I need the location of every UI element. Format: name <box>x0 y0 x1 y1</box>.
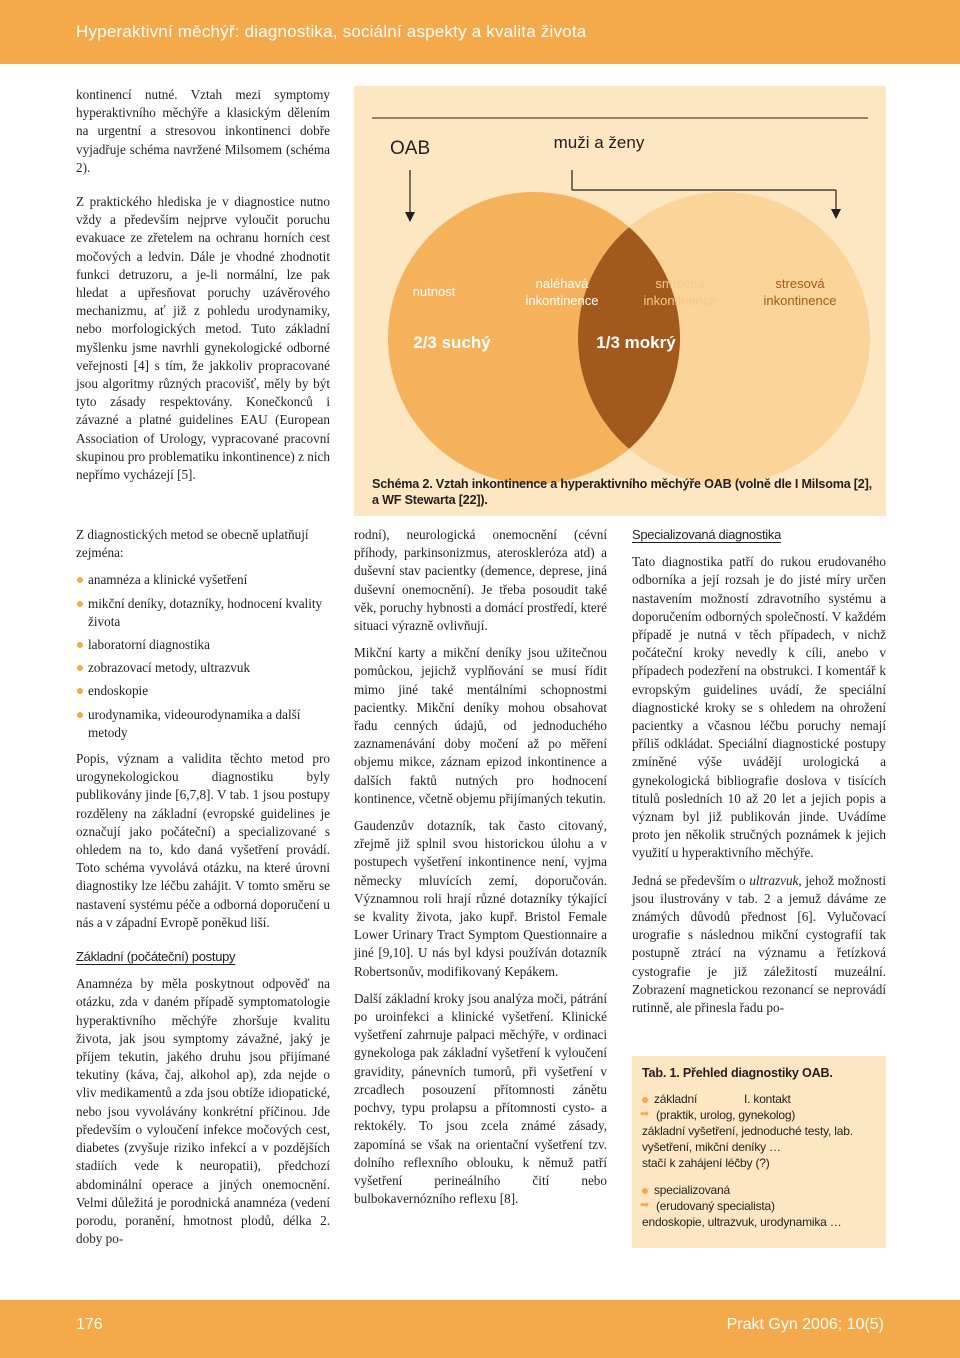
table-1 <box>632 1056 886 1248</box>
label-wet: 1/3 mokrý <box>596 333 676 352</box>
list-item: endoskopie <box>76 682 330 700</box>
basic-label: základní <box>654 1092 698 1106</box>
label-nalehava-2: inkontinence <box>525 293 599 308</box>
label-nalehava-1: naléhavá <box>535 276 589 291</box>
spec-who: (erudovaný specialista) <box>656 1199 775 1213</box>
paragraph: Anamnéza by měla poskytnout odpověď na otázku, zda v daném případě symptomatologie hyperaktivního měchýře zhoršuje kvalitu života, jak jsou symptomy závažné, jaký je příjem tekutin, jakého druhu jsou přijímané tekutiny (káva, čaj, alkohol ap), zda nejde o vliv medikamentů a zda jsou obtíže idiopatické, nebo jsou vyvolávány konkrétní příčinou. Jde především o vyloučení infekce močových cest, diabetes (zvyšuje riziko infekcí a v pozdějších stadiích vede k neuropatii), předchozí abdominální operace a jiných onemocnění. Velmi důležitá je porodnická anamnéza (vedení porodu, poranění, hmotnost plodů, délka 2. doby po- <box>76 976 330 1247</box>
journal-citation: Prakt Gyn 2006; 10(5) <box>726 1316 884 1333</box>
paragraph: Popis, význam a validita těchto metod pro urogynekologickou diagnostiku byly publikovány jinde [6,7,8]. V tab. 1 jsou postupy rozděleny na základní (evropské guidelines je označují jako počáteční) a specializované s ohledem na to, kdo daná vyšetření provádí. Toto schéma vyvolává otázku, na které úrovni diagnostiky lze léčbu zahájit. V tomto směru se nastavení systému péče a odborná doporučení u nás a v západní Evropě poněkud liší. <box>76 751 330 930</box>
paragraph: Z praktického hlediska je v diagnostice nutno vždy a především nejprve vyloučit poruchu evakuace ze zřetelem na ochranu horních cest močových a ledvin. Dále je vhodné zhodnotit funkci detruzoru, a je-li normální, lze pak hledat a upřesňovat poruchy uzávěrového mechanizmu, ať již z pohledu urodynamiky, nebo morfologických metod. Tuto základní myšlenku jsme navrhli gynekologické odborné veřejnosti [4] s tím, že jakkoliv propracované jsou algoritmy různých pracovišť, měly by být tyto zásady respektovány. Konečkonců i závazné a platné guidelines EAU (European Association of Urology, vypracované pracovní skupinou pro problematiku inkontinence) z nich nepřímo vycházejí [5]. <box>76 194 330 483</box>
basic-contact: I. kontakt <box>744 1092 791 1106</box>
schema-2-diagram <box>354 86 886 516</box>
arrow-right-icon: ➡ <box>640 1107 650 1120</box>
section-heading: Základní (počáteční) postupy <box>76 949 236 965</box>
paragraph <box>632 872 886 1018</box>
arrow-right-icon: ➡ <box>640 1198 650 1211</box>
section-heading: Specializovaná diagnostika <box>632 527 782 542</box>
page-number: 176 <box>76 1316 103 1333</box>
label-smisena-2: inkontinence <box>643 293 717 308</box>
list-item: zobrazovací metody, ultrazvuk <box>76 659 330 677</box>
venn-diagram <box>354 86 886 516</box>
list-item: mikční deníky, dotazníky, hodnocení kvality života <box>76 595 330 631</box>
label-stresova-2: inkontinence <box>763 293 837 308</box>
oab-arrow-head <box>405 212 415 222</box>
table-title: Tab. 1. Přehled diagnostiky OAB. <box>642 1066 833 1080</box>
bullet-dot-icon <box>642 1097 648 1103</box>
paragraph: Tato diagnostika patří do rukou erudovaného odborníka a její rozsah je do jisté míry určen nastavením možností zdravotního systému a doporučením odborných společností. V každém případě je nutná v těch případech, v nichž počáteční kroky nevedly k cíli, anebo v případech podezření na obstrukci. I komentář k evropským guidelines uvádí, že speciální diagnostické kroky se s ohledem na ohrožení pacientky a včasnou léčbu poruchy nemají příliš odkládat. Speciální diagnostické postupy zmíněné výše uvádějí urologická a gynekologická bibliografie doslova v tisících titulů posledních 10 až 20 let a jejich popis a význam byl již publikován jinde. Uvádíme proto jen několik stručných poznámek k jejich využití u hyperaktivního měchýře. <box>632 554 886 861</box>
schema-2-caption <box>372 476 872 508</box>
column-2 <box>354 526 607 1217</box>
label-nutnost: nutnost <box>412 284 456 299</box>
paragraph: Gaudenzův dotazník, tak často citovaný, zřejmě již splnil svou historickou úlohu a v postupech vyšetření inkontinence není, vyjma německy mluvících zemí, doporučován. Významnou roli hrají různé dotazníky týkající se kvality života, jako kupř. Bristol Female Lower Urinary Tract Symptom Questionnaire a jiné [9,10]. U nás byl kdysi používán dotazník Robertsonův, modifikovaný Kepákem. <box>354 818 607 979</box>
group-label: muži a ženy <box>553 133 645 152</box>
list-item: laboratorní diagnostika <box>76 636 330 654</box>
basic-desc-2: vyšetření, mikční deníky … <box>642 1140 781 1154</box>
paragraph: kontinencí nutné. Vztah mezi symptomy hyperaktivního měchýře a klasickým dělením na urgentní a stresovou inkontinenci dobře vyjadřuje schéma navržené Milsomem (schéma 2). <box>76 87 330 175</box>
paragraph: Mikční karty a mikční deníky jsou užitečnou pomůckou, jejichž vyplňování se musí řídit mimo jiné také mentálními schopnostmi pacientky. Mikční deníky mohou obsahovat řadu cenných údajů, od jednoduchého zaznamenávání doby močení až po měření objemu mikce, záznam epizod inkontinence a dalších faktů nutných pro hodnocení kontinence, včetně objemu přijímaných tekutin. <box>354 645 607 806</box>
list-item: anamnéza a klinické vyšetření <box>76 571 330 589</box>
basic-desc-3: stačí k zahájení léčby (?) <box>642 1156 770 1170</box>
list-item: urodynamika, videourodynamika a další metody <box>76 706 330 742</box>
basic-desc-1: základní vyšetření, jednoduché testy, lab. <box>642 1124 853 1138</box>
basic-who: (praktik, urolog, gynekolog) <box>656 1108 796 1122</box>
column-1-top <box>76 86 330 493</box>
text-span: Jedná se především o <box>632 872 750 888</box>
oab-label: OAB <box>390 138 431 159</box>
label-smisena-1: smíšená <box>655 276 705 291</box>
label-stresova-1: stresová <box>775 276 825 291</box>
label-dry: 2/3 suchý <box>413 333 491 352</box>
methods-list <box>76 571 330 742</box>
paragraph: rodní), neurologická onemocnění (cévní příhody, parkinsonizmus, ateroskleróza atd) a duševní stav pacientky (demence, deprese, jiná duševní onemocnění). Je třeba posoudit také věk, poruchy hybnosti a domácí prostředí, které situaci výrazně ovlivňují. <box>354 527 607 634</box>
text-span: , jehož možnosti jsou ilustrovány v tab. 2 a jemuž dáváme ze známých důvodů přednost [6]. Vylučovací urografie s následnou mikční cystografií tak postupně ztrácí na významu a řetízková cystografie je již záležitostí muzeální. Zobrazení magnetickou rezonancí se neprovádí rutinně, ale přinesla řadu po- <box>632 872 886 1016</box>
group-arrow-head <box>831 209 841 219</box>
caption-line-2: a WF Stewarta [22]). <box>372 493 488 507</box>
column-3 <box>632 526 886 1026</box>
spec-desc: endoskopie, ultrazvuk, urodynamika … <box>642 1215 842 1229</box>
column-1-bottom <box>76 526 330 1257</box>
spec-label: specializovaná <box>654 1183 730 1197</box>
emphasis: ultrazvuk <box>749 872 799 888</box>
caption-line-1: Schéma 2. Vztah inkontinence a hyperaktivního měchýře OAB (volně dle I Milsoma [2], <box>372 477 872 491</box>
bullet-dot-icon <box>642 1188 648 1194</box>
paragraph: Další základní kroky jsou analýza moči, pátrání po uroinfekci a klinické vyšetření. Klinické vyšetření zahrnuje palpaci měchýře, v ordinaci gynekologa pak základní vyšetření k vyloučení gravidity, pánevních tumorů, při vyšetření v zrcadlech posouzení přítomnosti zánětu pochvy, typu prolapsu a přítomnosti cysto- a rektokély. To jsou zcela známé zásady, zapomíná se však na orientační vyšetření tzv. dolního reflexního oblouku, k němuž patří vyšetření perineálního čití nebo bulbokavernózního reflexu [8]. <box>354 990 607 1207</box>
running-title: Hyperaktivní měchýř: diagnostika, sociální aspekty a kvalita života <box>76 22 587 41</box>
paragraph: Z diagnostických metod se obecně uplatňují zejména: <box>76 527 309 561</box>
